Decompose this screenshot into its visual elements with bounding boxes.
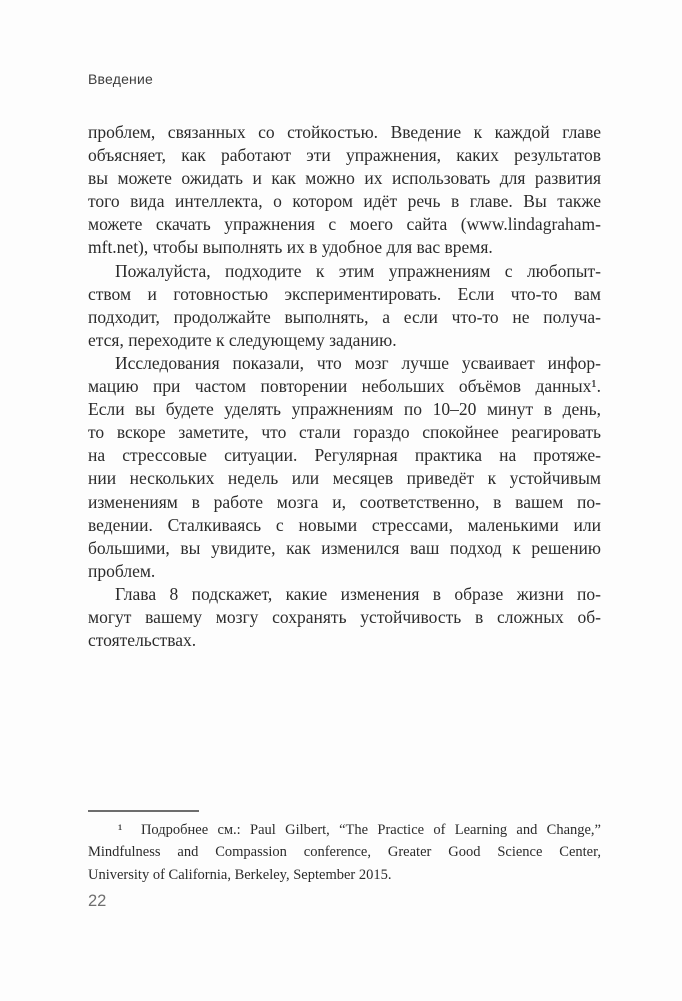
body-line: стоятельствах. xyxy=(88,630,197,651)
body-line: Если вы будете уделять упражнениям по 10–20 минут в день, xyxy=(88,399,601,420)
footnote-line: ¹ Подробнее см.: Paul Gilbert, “The Practice of Learning and Change,” xyxy=(118,822,601,838)
body-text-block xyxy=(88,121,601,652)
body-line: изменениям в работе мозга и, соответственно, в вашем по- xyxy=(88,491,601,512)
running-header: Введение xyxy=(88,71,153,87)
footnote xyxy=(88,810,601,886)
body-line: можете скачать упражнения с моего сайта (www.lindagraham- xyxy=(88,214,601,235)
body-line: Глава 8 подскажет, какие изменения в образе жизни по- xyxy=(115,583,601,604)
body-line: ством и готовностью экспериментировать. Если что-то вам xyxy=(88,283,601,304)
body-line: объясняет, как работают эти упражнения, каких результатов xyxy=(88,145,601,166)
page-number: 22 xyxy=(88,892,107,910)
body-line: проблем, связанных со стойкостью. Введение к каждой главе xyxy=(88,122,601,142)
body-line: того вида интеллекта, о котором идёт речь в главе. Вы также xyxy=(88,191,601,212)
body-line: нии нескольких недель или месяцев приведёт к устойчивым xyxy=(88,468,601,489)
body-line: ется, переходите к следующему заданию. xyxy=(88,329,397,350)
footnote-separator-rule xyxy=(88,810,199,812)
body-line: вы можете ожидать и как можно их использовать для развития xyxy=(88,168,601,189)
body-line: то вскоре заметите, что стали гораздо спокойнее реагировать xyxy=(88,422,601,443)
body-line: большими, вы увидите, как изменился ваш подход к решению xyxy=(88,537,601,558)
footnote-line: Mindfulness and Compassion conference, Greater Good Science Center, xyxy=(88,844,601,861)
footnote-text xyxy=(88,819,601,886)
body-line: могут вашему мозгу сохранять устойчивость в сложных об- xyxy=(88,606,601,627)
body-line: мацию при частом повторении небольших объёмов данных¹. xyxy=(88,376,601,397)
body-line: на стрессовые ситуации. Регулярная практика на протяже- xyxy=(88,445,601,466)
body-line: подходит, продолжайте выполнять, а если что-то не получа- xyxy=(88,306,601,327)
body-line: Исследования показали, что мозг лучше усваивает инфор- xyxy=(115,352,601,373)
footnote-line: University of California, Berkeley, September 2015. xyxy=(88,866,392,883)
body-line: ведении. Сталкиваясь с новыми стрессами, маленькими или xyxy=(88,514,601,535)
body-line: Пожалуйста, подходите к этим упражнениям с любопыт- xyxy=(115,260,601,281)
body-line: mft.net), чтобы выполнять их в удобное для вас время. xyxy=(88,237,493,258)
body-line: проблем. xyxy=(88,560,156,581)
